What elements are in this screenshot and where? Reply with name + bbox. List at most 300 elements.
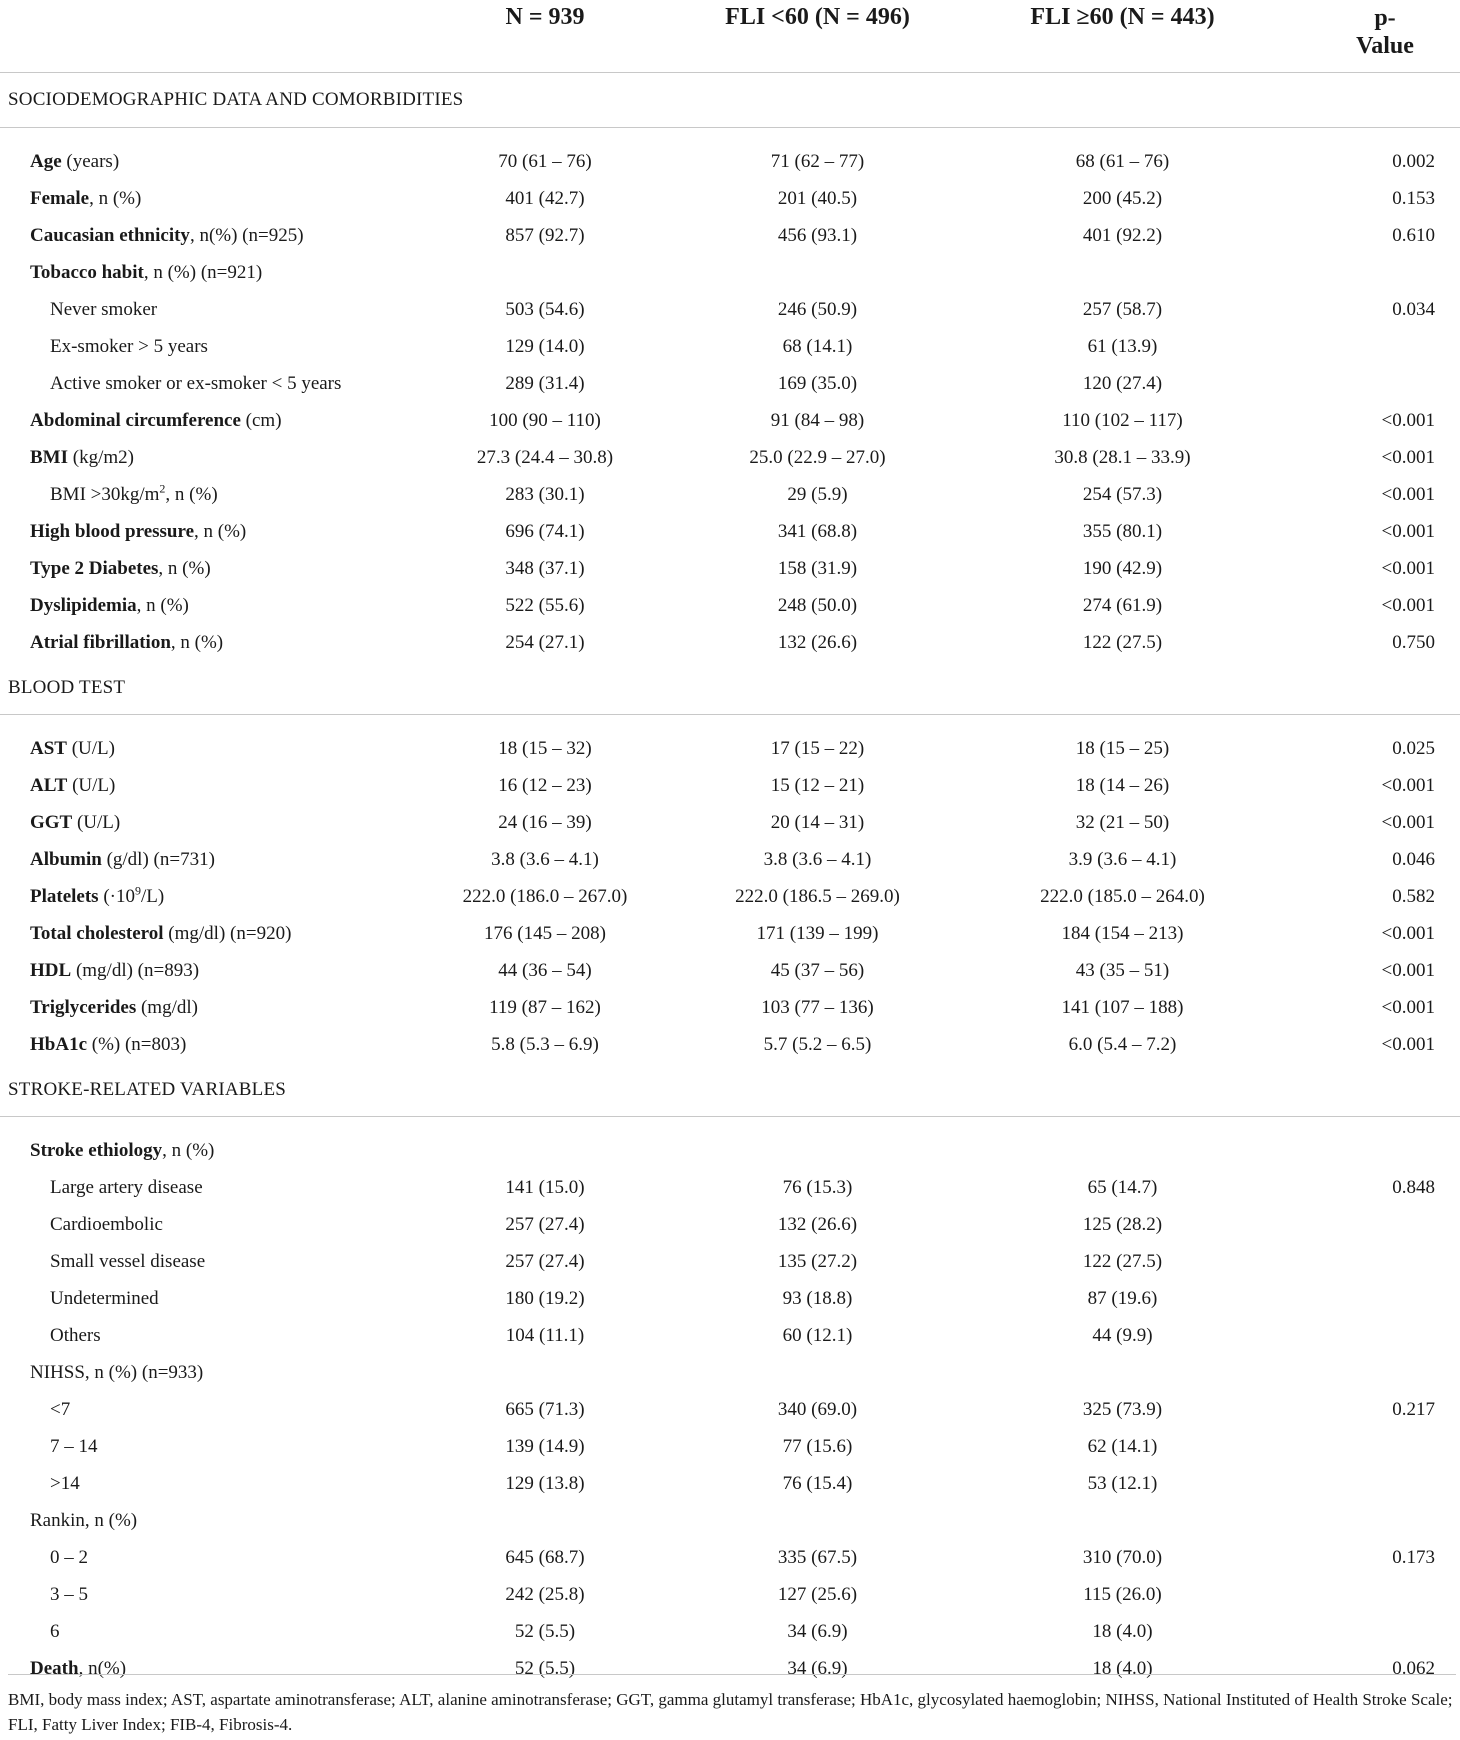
row-label-text: (kg/m2): [68, 446, 134, 468]
table-row: [0, 1243, 1460, 1280]
table-footnote: BMI, body mass index; AST, aspartate aminotransferase; ALT, alanine aminotransferase; GGT, gamma glutamyl transferase; HbA1c, glycosylated haemoglobin; NIHSS, National Instituted of Health Stroke Scale; FLI, Fatty Liver Index; FIB-4, Fibrosis-4.: [8, 1674, 1456, 1737]
cell-fli-low: 60 (12.1): [782, 1324, 853, 1346]
table-row: [0, 143, 1460, 180]
cell-all-patients: 222.0 (186.0 – 267.0): [462, 885, 628, 907]
row-label-text: (mg/dl) (n=920): [163, 922, 292, 944]
table-row: [0, 1354, 1460, 1391]
row-label: [0, 328, 420, 365]
row-label-text: (years): [61, 150, 120, 172]
table-row: [0, 439, 1460, 476]
section-title: STROKE-RELATED VARIABLES: [0, 1063, 1460, 1117]
table-row: [0, 550, 1460, 587]
row-label: [0, 1206, 420, 1243]
cell-fli-low: 201 (40.5): [777, 187, 858, 209]
row-label-bold: High blood pressure: [30, 520, 195, 542]
row-label-text: , n(%): [78, 1657, 127, 1679]
cell-fli-low: 132 (26.6): [777, 631, 858, 653]
row-label-bold: Type 2 Diabetes: [30, 557, 159, 579]
row-label-text: Undetermined: [50, 1287, 159, 1309]
cell-fli-low: 77 (15.6): [782, 1435, 853, 1457]
table-row: [0, 952, 1460, 989]
cell-all-patients: 70 (61 – 76): [498, 150, 592, 172]
cell-all-patients: 104 (11.1): [505, 1324, 585, 1346]
header-p-value: p- Value: [1280, 0, 1460, 73]
row-label: [0, 365, 420, 402]
row-label: [0, 1428, 420, 1465]
row-label-text: 3 – 5: [50, 1583, 88, 1605]
cell-all-patients: 129 (14.0): [505, 335, 585, 357]
row-label-bold: Dyslipidemia: [30, 594, 137, 616]
cell-p-value: <0.001: [1381, 409, 1435, 431]
table-row: [0, 1132, 1460, 1169]
section-header-row: [0, 73, 1460, 128]
cell-all-patients: 176 (145 – 208): [484, 922, 606, 944]
cell-all-patients: 857 (92.7): [505, 224, 585, 246]
cell-fli-low: 15 (12 – 21): [770, 774, 865, 796]
cell-all-patients: 257 (27.4): [505, 1250, 585, 1272]
cell-p-value: <0.001: [1381, 594, 1435, 616]
row-label-text: (U/L): [66, 737, 115, 759]
row-label-text: BMI >30kg/m: [50, 483, 160, 505]
cell-fli-high: 110 (102 – 117): [1062, 409, 1183, 431]
cell-fli-low: 71 (62 – 77): [770, 150, 865, 172]
cell-fli-high: 43 (35 – 51): [1075, 959, 1170, 981]
table-row: [0, 1539, 1460, 1576]
row-label: [0, 180, 420, 217]
cell-fli-high: 122 (27.5): [1082, 1250, 1163, 1272]
cell-all-patients: 257 (27.4): [505, 1213, 585, 1235]
cell-fli-high: 68 (61 – 76): [1075, 150, 1170, 172]
table-row: [0, 1169, 1460, 1206]
row-label-text: >14: [50, 1472, 80, 1494]
cell-p-value: 0.153: [1392, 187, 1435, 209]
cell-p-value: [1280, 1243, 1460, 1280]
cell-p-value: 0.582: [1392, 885, 1435, 907]
cell-fli-high: 325 (73.9): [1082, 1398, 1163, 1420]
cell-p-value: 0.750: [1392, 631, 1435, 653]
cell-fli-high: 141 (107 – 188): [1061, 996, 1184, 1018]
row-label: [0, 1391, 420, 1428]
row-label-text: 0 – 2: [50, 1546, 88, 1568]
cell-fli-low: 340 (69.0): [777, 1398, 858, 1420]
table-row: [0, 1428, 1460, 1465]
row-label: [0, 1280, 420, 1317]
cell-p-value: <0.001: [1381, 557, 1435, 579]
cell-p-value: 0.025: [1392, 737, 1435, 759]
row-label: [0, 1576, 420, 1613]
cell-all-patients: [420, 254, 670, 291]
section-spacer: [0, 1117, 1460, 1133]
row-label-bold: ALT: [30, 774, 68, 796]
row-label-text: 7 – 14: [50, 1435, 98, 1457]
cell-fli-high: [965, 1354, 1280, 1391]
table-row: [0, 180, 1460, 217]
row-label-bold: Total cholesterol: [30, 922, 164, 944]
cell-fli-high: 257 (58.7): [1082, 298, 1163, 320]
row-label: [0, 217, 420, 254]
cell-p-value: [1280, 1354, 1460, 1391]
cell-p-value: <0.001: [1381, 996, 1435, 1018]
row-label-text: Cardioembolic: [50, 1213, 163, 1235]
cell-all-patients: [420, 1132, 670, 1169]
row-label-text: (g/dl) (n=731): [101, 848, 215, 870]
cell-all-patients: 100 (90 – 110): [489, 409, 601, 431]
cell-p-value: <0.001: [1381, 922, 1435, 944]
row-label-text: , n (%): [89, 187, 142, 209]
row-label: [0, 989, 420, 1026]
row-label: [0, 1354, 420, 1391]
cell-fli-low: 34 (6.9): [787, 1620, 848, 1642]
row-label-text: Never smoker: [50, 298, 158, 320]
cell-fli-high: 61 (13.9): [1087, 335, 1158, 357]
table-row: [0, 841, 1460, 878]
row-label-text: Rankin, n (%): [30, 1509, 138, 1531]
cell-p-value: [1280, 1317, 1460, 1354]
row-label: [0, 952, 420, 989]
cell-p-value: <0.001: [1381, 774, 1435, 796]
row-label-bold: Triglycerides: [30, 996, 137, 1018]
cell-fli-high: 125 (28.2): [1082, 1213, 1163, 1235]
row-label: [0, 1502, 420, 1539]
row-label-suffix: /L): [140, 885, 165, 907]
row-label-bold: HbA1c: [30, 1033, 87, 1055]
row-label: [0, 730, 420, 767]
cell-all-patients: [420, 1354, 670, 1391]
table-row: [0, 513, 1460, 550]
table-body: [0, 73, 1460, 1688]
cell-fli-low: [670, 254, 965, 291]
cell-p-value: [1280, 1206, 1460, 1243]
cell-all-patients: 119 (87 – 162): [489, 996, 601, 1018]
cell-p-value: 0.034: [1392, 298, 1435, 320]
row-label-text: (mg/dl) (n=893): [71, 959, 200, 981]
cell-fli-low: [670, 1354, 965, 1391]
row-label: [0, 878, 420, 915]
cell-fli-high: 18 (4.0): [1092, 1620, 1153, 1642]
header-fli-low: FLI <60 (N = 496): [670, 0, 965, 73]
cell-fli-high: 310 (70.0): [1082, 1546, 1163, 1568]
row-label-text: Large artery disease: [50, 1176, 203, 1198]
row-label-superscript: 9: [134, 883, 141, 898]
row-label-text: (U/L): [72, 811, 121, 833]
cell-fli-low: 76 (15.4): [782, 1472, 853, 1494]
cell-fli-low: 17 (15 – 22): [770, 737, 865, 759]
row-label-text: , n (%): [136, 594, 189, 616]
cell-p-value: 0.173: [1392, 1546, 1435, 1568]
cell-all-patients: 141 (15.0): [505, 1176, 585, 1198]
row-label: [0, 291, 420, 328]
header-label-column: [0, 0, 420, 73]
row-label: [0, 1169, 420, 1206]
table-row: [0, 217, 1460, 254]
cell-all-patients: 242 (25.8): [505, 1583, 585, 1605]
row-label: [0, 143, 420, 180]
row-label: [0, 476, 420, 513]
table-row: [0, 1576, 1460, 1613]
cell-fli-high: 18 (14 – 26): [1075, 774, 1170, 796]
cell-all-patients: 44 (36 – 54): [498, 959, 592, 981]
cell-fli-low: 135 (27.2): [777, 1250, 858, 1272]
cell-all-patients: 16 (12 – 23): [498, 774, 592, 796]
table-row: [0, 730, 1460, 767]
cell-fli-high: 401 (92.2): [1082, 224, 1163, 246]
cell-fli-high: 254 (57.3): [1082, 483, 1163, 505]
table-row: [0, 1465, 1460, 1502]
row-label-bold: Albumin: [30, 848, 102, 870]
cell-fli-low: 76 (15.3): [782, 1176, 853, 1198]
table-row: [0, 1391, 1460, 1428]
row-label-text: , n (%): [158, 557, 211, 579]
cell-fli-high: 6.0 (5.4 – 7.2): [1068, 1033, 1177, 1055]
row-label-bold: Caucasian ethnicity: [30, 224, 190, 246]
cell-fli-high: 200 (45.2): [1082, 187, 1163, 209]
table-row: [0, 291, 1460, 328]
cell-all-patients: 348 (37.1): [505, 557, 585, 579]
row-label-bold: Abdominal circumference: [30, 409, 241, 431]
row-label: [0, 915, 420, 952]
cell-fli-high: [965, 1502, 1280, 1539]
cell-all-patients: [420, 1502, 670, 1539]
cell-all-patients: 696 (74.1): [505, 520, 585, 542]
cell-fli-high: 355 (80.1): [1082, 520, 1163, 542]
row-label-text: Active smoker or ex-smoker < 5 years: [50, 372, 342, 394]
cell-fli-low: 335 (67.5): [777, 1546, 858, 1568]
cell-fli-low: 45 (37 – 56): [770, 959, 865, 981]
table-header: [0, 0, 1460, 73]
cell-fli-high: [965, 1132, 1280, 1169]
cell-all-patients: 5.8 (5.3 – 6.9): [491, 1033, 599, 1055]
row-label: [0, 1465, 420, 1502]
row-label: [0, 513, 420, 550]
row-label-text: Ex-smoker > 5 years: [50, 335, 208, 357]
table-row: [0, 476, 1460, 513]
cell-p-value: <0.001: [1381, 959, 1435, 981]
cell-fli-low: 341 (68.8): [777, 520, 858, 542]
table-row: [0, 254, 1460, 291]
cell-fli-high: 30.8 (28.1 – 33.9): [1054, 446, 1191, 468]
cell-p-value: 0.046: [1392, 848, 1435, 870]
cell-all-patients: 180 (19.2): [505, 1287, 585, 1309]
cell-fli-high: 120 (27.4): [1082, 372, 1163, 394]
row-label: [0, 624, 420, 661]
cell-all-patients: 18 (15 – 32): [498, 737, 592, 759]
table-row: [0, 767, 1460, 804]
cell-fli-high: 18 (15 – 25): [1075, 737, 1170, 759]
table-row: [0, 878, 1460, 915]
row-label-bold: Platelets: [30, 885, 99, 907]
row-label-bold: Death: [30, 1657, 79, 1679]
row-label-text: , n (%) (n=921): [143, 261, 263, 283]
cell-p-value: <0.001: [1381, 811, 1435, 833]
cell-fli-low: 103 (77 – 136): [761, 996, 874, 1018]
row-label-text: (mg/dl): [136, 996, 198, 1018]
cell-fli-low: 5.7 (5.2 – 6.5): [763, 1033, 872, 1055]
cell-fli-low: [670, 1502, 965, 1539]
row-label-bold: GGT: [30, 811, 73, 833]
section-title: BLOOD TEST: [0, 661, 1460, 715]
cell-fli-low: 248 (50.0): [777, 594, 858, 616]
table-row: [0, 365, 1460, 402]
cell-fli-high: 32 (21 – 50): [1075, 811, 1170, 833]
row-label-text: (cm): [240, 409, 282, 431]
row-label: [0, 550, 420, 587]
cell-fli-low: 246 (50.9): [777, 298, 858, 320]
cell-fli-high: 122 (27.5): [1082, 631, 1163, 653]
cell-fli-low: 25.0 (22.9 – 27.0): [749, 446, 886, 468]
table-row: [0, 804, 1460, 841]
row-label-text: 6: [50, 1620, 60, 1642]
cell-fli-high: 222.0 (185.0 – 264.0): [1040, 885, 1205, 907]
row-label-suffix: , n (%): [165, 483, 218, 505]
cell-p-value: [1280, 1465, 1460, 1502]
cell-all-patients: 24 (16 – 39): [498, 811, 592, 833]
row-label-text: , n (%): [170, 631, 224, 653]
row-label-bold: Atrial fibrillation: [30, 631, 171, 653]
cell-p-value: 0.062: [1392, 1657, 1435, 1679]
cell-all-patients: 52 (5.5): [514, 1657, 576, 1679]
row-label-bold: Tobacco habit: [30, 261, 144, 283]
cell-fli-high: 87 (19.6): [1087, 1287, 1158, 1309]
cell-all-patients: 503 (54.6): [505, 298, 585, 320]
section-spacer: [0, 715, 1460, 731]
table-row: [0, 587, 1460, 624]
cell-fli-low: 132 (26.6): [777, 1213, 858, 1235]
table-row: [0, 1026, 1460, 1063]
cell-fli-low: 68 (14.1): [782, 335, 853, 357]
cell-p-value: [1280, 254, 1460, 291]
cell-fli-low: 3.8 (3.6 – 4.1): [763, 848, 872, 870]
cell-fli-high: 3.9 (3.6 – 4.1): [1068, 848, 1177, 870]
cell-p-value: 0.217: [1392, 1398, 1435, 1420]
row-label-text: (·10: [98, 885, 135, 907]
cell-fli-low: 127 (25.6): [777, 1583, 858, 1605]
cell-fli-high: 115 (26.0): [1083, 1583, 1162, 1605]
row-label: [0, 587, 420, 624]
row-label-bold: HDL: [30, 959, 72, 981]
cell-fli-high: 18 (4.0): [1092, 1657, 1153, 1679]
cell-p-value: 0.002: [1392, 150, 1435, 172]
cell-all-patients: 665 (71.3): [505, 1398, 585, 1420]
cell-fli-high: 44 (9.9): [1092, 1324, 1153, 1346]
cell-p-value: [1280, 1280, 1460, 1317]
header-fli-high: FLI ≥60 (N = 443): [965, 0, 1280, 73]
row-label: [0, 1132, 420, 1169]
cell-fli-low: 34 (6.9): [787, 1657, 848, 1679]
row-label: [0, 254, 420, 291]
row-label-text: (U/L): [67, 774, 116, 796]
cell-fli-high: 62 (14.1): [1087, 1435, 1158, 1457]
row-label: [0, 1613, 420, 1650]
section-header-row: [0, 1063, 1460, 1117]
cell-p-value: 0.610: [1392, 224, 1435, 246]
table-row: [0, 1280, 1460, 1317]
cell-fli-low: 91 (84 – 98): [770, 409, 865, 431]
row-label-text: Others: [50, 1324, 101, 1346]
cell-all-patients: 254 (27.1): [505, 631, 585, 653]
cell-all-patients: 139 (14.9): [505, 1435, 585, 1457]
cell-fli-high: [965, 254, 1280, 291]
row-label-text: NIHSS, n (%) (n=933): [30, 1361, 204, 1383]
cell-fli-low: 93 (18.8): [782, 1287, 853, 1309]
row-label: [0, 841, 420, 878]
cell-fli-low: 456 (93.1): [777, 224, 858, 246]
row-label-bold: Female: [30, 187, 90, 209]
cell-fli-high: 65 (14.7): [1087, 1176, 1158, 1198]
cell-p-value: [1280, 1576, 1460, 1613]
cell-all-patients: 283 (30.1): [505, 483, 585, 505]
cell-fli-high: 190 (42.9): [1082, 557, 1163, 579]
row-label: [0, 439, 420, 476]
cell-p-value: [1280, 1132, 1460, 1169]
cell-all-patients: 289 (31.4): [505, 372, 585, 394]
row-label-text: , n (%): [194, 520, 247, 542]
cell-fli-low: 169 (35.0): [777, 372, 858, 394]
row-label: [0, 804, 420, 841]
cell-p-value: <0.001: [1381, 483, 1435, 505]
cell-fli-high: 53 (12.1): [1087, 1472, 1158, 1494]
header-all-patients: N = 939: [420, 0, 670, 73]
cell-all-patients: 645 (68.7): [505, 1546, 585, 1568]
cell-fli-low: 29 (5.9): [787, 483, 848, 505]
row-label: [0, 402, 420, 439]
table-row: [0, 1317, 1460, 1354]
cell-p-value: [1280, 1613, 1460, 1650]
row-label-bold: Stroke ethiology: [30, 1139, 163, 1161]
row-label-bold: Age: [30, 150, 62, 172]
cell-p-value: <0.001: [1381, 1033, 1435, 1055]
row-label-text: <7: [50, 1398, 71, 1420]
row-label: [0, 767, 420, 804]
row-label-text: , n(%) (n=925): [189, 224, 304, 246]
cell-p-value: [1280, 1502, 1460, 1539]
cell-all-patients: 522 (55.6): [505, 594, 585, 616]
row-label-bold: AST: [30, 737, 67, 759]
table-row: [0, 989, 1460, 1026]
section-spacer: [0, 128, 1460, 144]
row-label-text: , n (%): [162, 1139, 215, 1161]
cell-fli-high: 274 (61.9): [1082, 594, 1163, 616]
row-label-text: (%) (n=803): [87, 1033, 187, 1055]
table-row: [0, 915, 1460, 952]
cell-fli-low: 222.0 (186.5 – 269.0): [735, 885, 900, 907]
table-row: [0, 402, 1460, 439]
row-label: [0, 1539, 420, 1576]
table-row: [0, 1502, 1460, 1539]
cell-p-value: [1280, 1428, 1460, 1465]
cell-all-patients: 52 (5.5): [514, 1620, 576, 1642]
table-row: [0, 624, 1460, 661]
cell-fli-low: [670, 1132, 965, 1169]
cell-fli-high: 184 (154 – 213): [1061, 922, 1184, 944]
cell-all-patients: 129 (13.8): [505, 1472, 585, 1494]
section-header-row: [0, 661, 1460, 715]
cell-p-value: [1280, 328, 1460, 365]
table-row: [0, 1206, 1460, 1243]
cell-all-patients: 401 (42.7): [505, 187, 585, 209]
cell-p-value: <0.001: [1381, 446, 1435, 468]
row-label-bold: BMI: [30, 446, 68, 468]
row-label: [0, 1243, 420, 1280]
cell-p-value: <0.001: [1381, 520, 1435, 542]
cell-p-value: 0.848: [1392, 1176, 1435, 1198]
row-label-text: Small vessel disease: [50, 1250, 206, 1272]
row-label: [0, 1317, 420, 1354]
cell-fli-low: 171 (139 – 199): [756, 922, 879, 944]
table-row: [0, 1613, 1460, 1650]
cell-fli-low: 158 (31.9): [777, 557, 858, 579]
row-label-superscript: 2: [159, 481, 166, 496]
cell-all-patients: 3.8 (3.6 – 4.1): [491, 848, 599, 870]
